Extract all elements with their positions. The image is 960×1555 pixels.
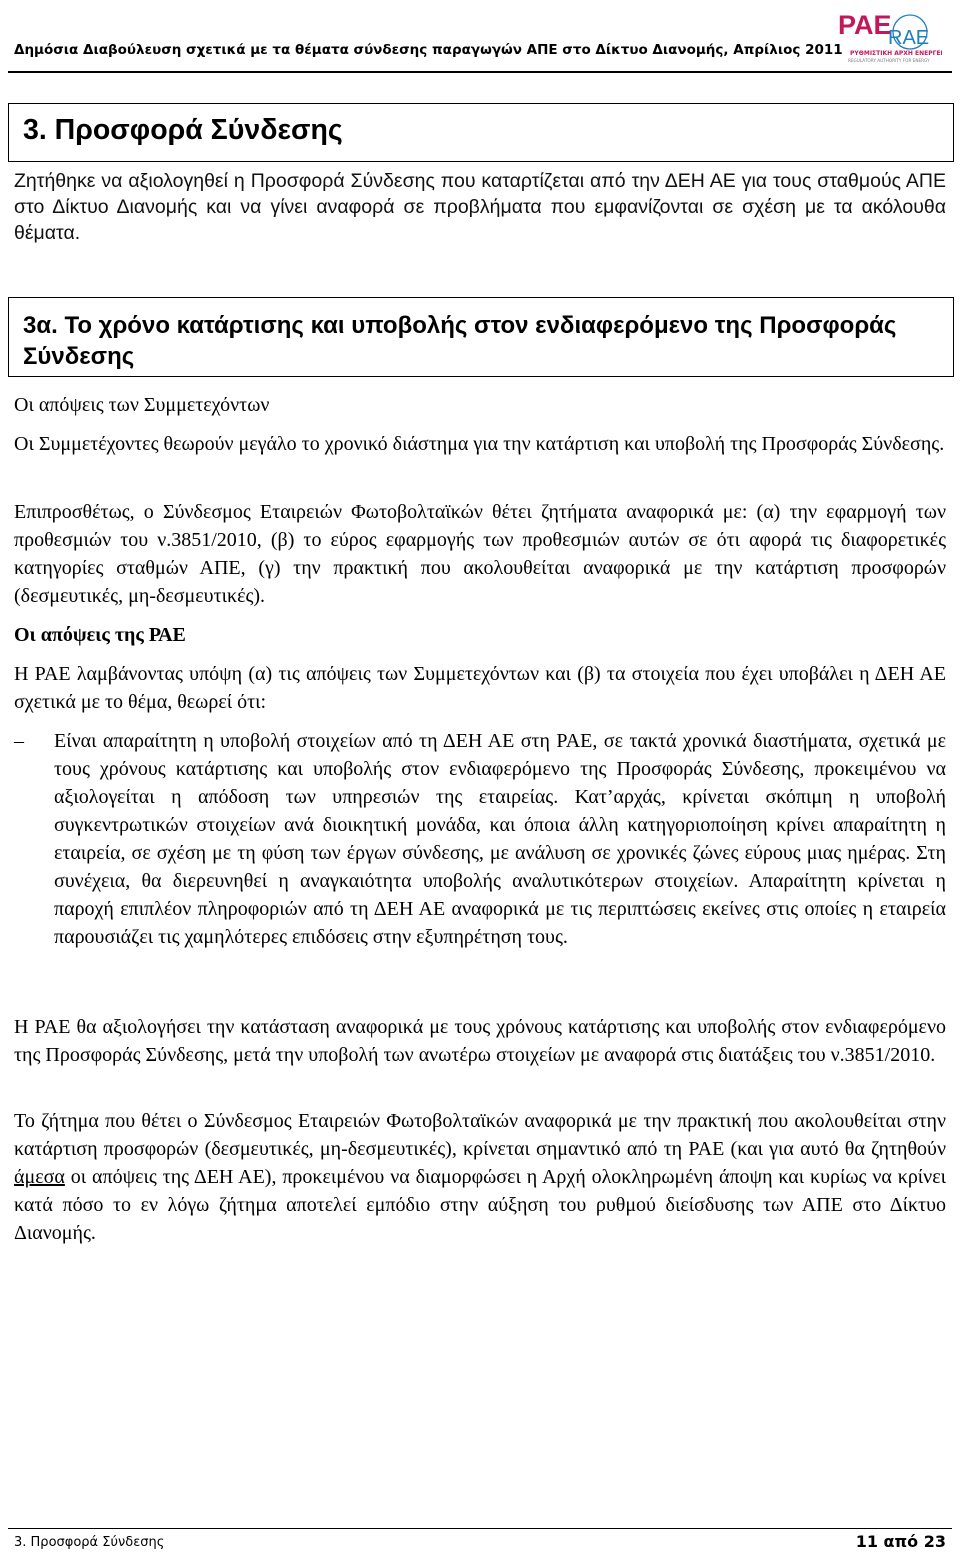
header-divider [8,71,952,73]
rae-logo [830,6,942,64]
rae-bullet-text: Είναι απαραίτητη η υποβολή στοιχείων από τη ΔΕΗ ΑΕ στη ΡΑΕ, σε τακτά χρονικά διαστήματα, σχετικά με τους χρόνους κατάρτισης και υποβολής στον ενδιαφερόμενο της Προσφοράς Σύνδεσης, προκειμένου να αξιολογείται η απόδοση των υπηρεσιών της εταιρείας. Κατ’αρχάς, κρίνεται σκόπιμη η υποβολή συγκεντρωτικών στοιχείων ανά διοικητική μονάδα, και όποια άλλη κατηγοριοποίηση κρίνει απαραίτητη η εταιρεία, σε σχέση με τη φύση των έργων σύνδεσης, με ανάλυση σε χρονικές ζώνες εύρους μιας ημέρας. Στη συνέχεια, θα διερευνηθεί η αναγκαιότητα υποβολής αναλυτικότερων στοιχείων. Απαραίτητη κρίνεται η παροχή επιπλέον πληροφοριών από τη ΔΕΗ ΑΕ αναφορικά με τις περιπτώσεις εκείνες στις οποίες η εταιρεία παρουσιάζει τις χαμηλότερες επιδόσεις στην εξυπηρέτηση τους. [54,730,946,948]
rae-paragraph-1: Η ΡΑΕ λαμβάνοντας υπόψη (α) τις απόψεις των Συμμετεχόντων και (β) τα στοιχεία που έχει υποβάλει η ΔΕΗ ΑΕ σχετικά με το θέμα, θεωρεί ότι: [14,663,946,713]
section-heading: 3. Προσφορά Σύνδεσης [8,103,954,162]
logo-tagline-1: ΡΥΘΜΙΣΤΙΚΗ ΑΡΧΗ ΕΝΕΡΓΕΙΑΣ [850,50,942,57]
subsection-heading: 3α. Το χρόνο κατάρτισης και υποβολής στον ενδιαφερόμενο της Προσφοράς Σύνδεσης [8,297,954,377]
rae-paragraph-3-start: Το ζήτημα που θέτει ο Σύνδεσμος Εταιρειών Φωτοβολταϊκών αναφορικά με την πρακτική που ακολουθείται στην κατάρτιση προσφορών (δεσμευτικές, μη-δεσμευτικές), κρίνεται σημαντικό από τη ΡΑΕ (και για αυτό θα ζητηθούν [14,1110,946,1160]
logo-tagline-2: REGULATORY AUTHORITY FOR ENERGY [848,58,930,63]
rae-paragraph-3-underlined: άμεσα [14,1166,65,1188]
document-header-title: Δημόσια Διαβούλευση σχετικά με τα θέματα σύνδεσης παραγωγών ΑΠΕ στο Δίκτυο Διανομής, Απρίλιος 2011 [14,42,843,58]
logo-secondary-text: RAE [888,27,930,49]
rae-paragraph-2: Η ΡΑΕ θα αξιολογήσει την κατάσταση αναφορικά με τους χρόνους κατάρτισης και υποβολής στον ενδιαφερόμενο της Προσφοράς Σύνδεσης, μετά την υποβολή των ανωτέρω στοιχείων με αναφορά στις διατάξεις του ν.3851/2010. [14,1016,946,1066]
rae-paragraph-3-end: οι απόψεις της ΔΕΗ ΑΕ), προκειμένου να διαμορφώσει η Αρχή ολοκληρωμένη άποψη και κυρίως να κρίνει κατά πόσο το εν λόγω ζήτημα αποτελεί εμπόδιο στην αύξηση του ρυθμού διείσδυσης των ΑΠΕ στο Δίκτυο Διανομής. [14,1166,946,1244]
participants-paragraph-2: Επιπροσθέτως, ο Σύνδεσμος Εταιρειών Φωτοβολταϊκών θέτει ζητήματα αναφορικά με: (α) την εφαρμογή των προθεσμιών του ν.3851/2010, (β) το εύρος εφαρμογής των προθεσμιών αυτών σε ότι αφορά τις διαφορετικές κατηγορίες σταθμών ΑΠΕ, (γ) την πρακτική που ακολουθείται αναφορικά με την κατάρτιση προσφορών (δεσμευτικές, μη-δεσμευτικές). [14,501,946,607]
participants-paragraph-1: Οι Συμμετέχοντες θεωρούν μεγάλο το χρονικό διάστημα για την κατάρτιση και υποβολή της Προσφοράς Σύνδεσης. [14,433,945,455]
footer-divider [8,1528,952,1529]
section-intro: Ζητήθηκε να αξιολογηθεί η Προσφορά Σύνδεσης που καταρτίζεται από την ΔΕΗ ΑΕ για τους σταθμούς ΑΠΕ στο Δίκτυο Διανομής και να γίνει αναφορά σε προβλήματα που εμφανίζονται σε σχέση με τα ακόλουθα θέματα. [14,170,946,244]
rae-logo-graphic [830,6,942,64]
rae-paragraph-3 [14,1107,946,1247]
rae-heading: Οι απόψεις της ΡΑΕ [14,624,186,646]
footer-page-number: 11 από 23 [855,1532,946,1551]
footer-section-label: 3. Προσφορά Σύνδεσης [14,1535,165,1550]
logo-primary-text: PAE [838,10,892,40]
participants-heading: Οι απόψεις των Συμμετεχόντων [14,394,270,416]
bullet-dash: – [14,730,24,752]
